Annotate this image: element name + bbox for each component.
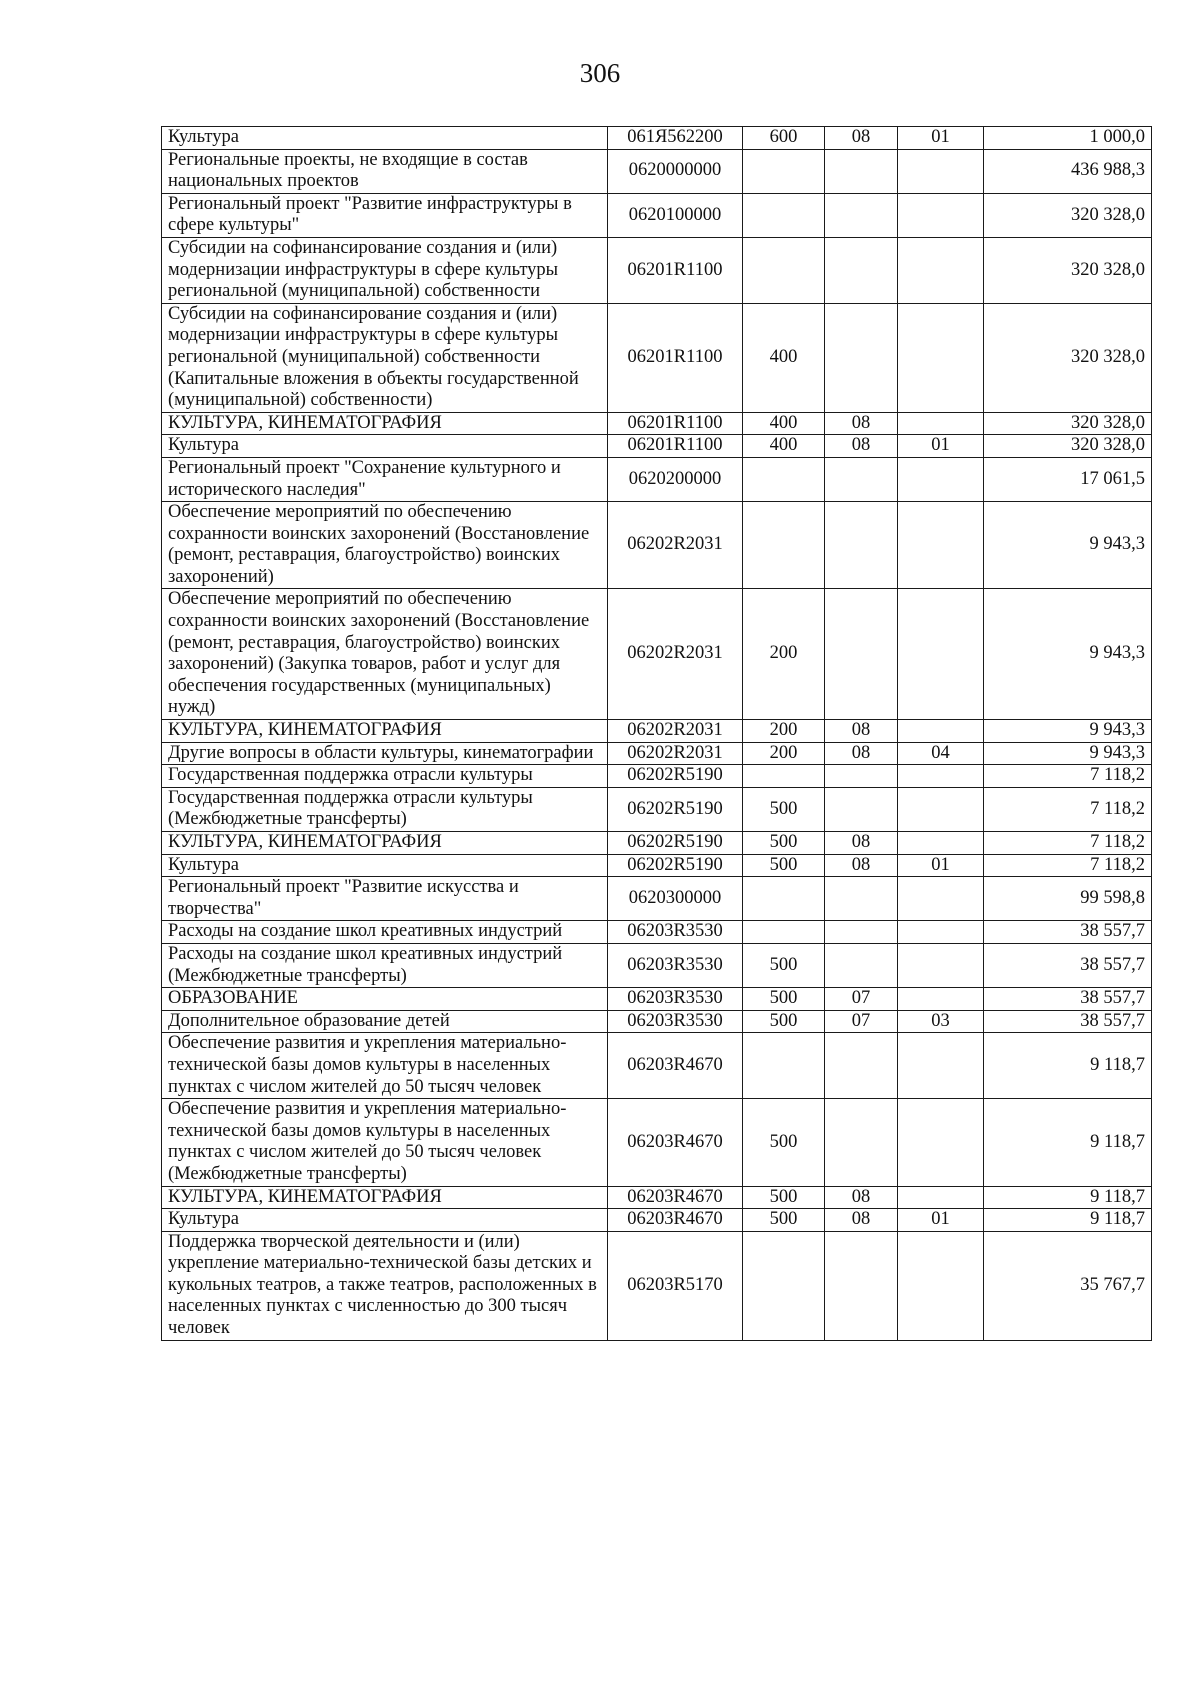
cell-subsection: 01 — [898, 854, 984, 877]
cell-subsection — [898, 921, 984, 944]
cell-item-name: Культура — [162, 854, 608, 877]
table-row — [162, 877, 1152, 921]
table-row — [162, 412, 1152, 435]
cell-expense-type: 500 — [743, 787, 825, 831]
cell-subsection — [898, 1231, 984, 1340]
cell-target-code: 06202R5190 — [608, 832, 743, 855]
table-row — [162, 943, 1152, 987]
cell-amount: 320 328,0 — [984, 303, 1152, 412]
cell-expense-type: 500 — [743, 943, 825, 987]
cell-expense-type: 400 — [743, 412, 825, 435]
cell-amount: 7 118,2 — [984, 832, 1152, 855]
budget-table — [161, 126, 1152, 1341]
cell-amount: 9 943,3 — [984, 502, 1152, 589]
table-row — [162, 1033, 1152, 1099]
cell-expense-type — [743, 502, 825, 589]
cell-item-name: Региональные проекты, не входящие в состав национальных проектов — [162, 149, 608, 193]
cell-subsection — [898, 1186, 984, 1209]
table-row — [162, 921, 1152, 944]
cell-target-code: 06203R3530 — [608, 943, 743, 987]
cell-expense-type: 200 — [743, 742, 825, 765]
cell-subsection — [898, 943, 984, 987]
cell-subsection: 01 — [898, 1209, 984, 1232]
cell-amount: 1 000,0 — [984, 127, 1152, 150]
cell-subsection: 03 — [898, 1010, 984, 1033]
cell-amount: 17 061,5 — [984, 457, 1152, 501]
cell-item-name: Обеспечение развития и укрепления материально-технической базы домов культуры в населенных пунктах с числом жителей до 50 тысяч человек (Межбюджетные трансферты) — [162, 1099, 608, 1186]
cell-section — [825, 921, 898, 944]
cell-section — [825, 877, 898, 921]
cell-section — [825, 457, 898, 501]
cell-target-code: 06201R1100 — [608, 412, 743, 435]
cell-item-name: Культура — [162, 127, 608, 150]
cell-expense-type: 400 — [743, 303, 825, 412]
cell-item-name: КУЛЬТУРА, КИНЕМАТОГРАФИЯ — [162, 832, 608, 855]
cell-amount: 320 328,0 — [984, 237, 1152, 303]
cell-subsection — [898, 877, 984, 921]
cell-item-name: КУЛЬТУРА, КИНЕМАТОГРАФИЯ — [162, 720, 608, 743]
cell-amount: 38 557,7 — [984, 1010, 1152, 1033]
cell-subsection — [898, 1099, 984, 1186]
cell-target-code: 0620300000 — [608, 877, 743, 921]
cell-subsection — [898, 412, 984, 435]
cell-amount: 38 557,7 — [984, 943, 1152, 987]
cell-target-code: 06201R1100 — [608, 237, 743, 303]
cell-item-name: Обеспечение мероприятий по обеспечению сохранности воинских захоронений (Восстановление (ремонт, реставрация, благоустройство) воинских захоронений) — [162, 502, 608, 589]
cell-amount: 320 328,0 — [984, 193, 1152, 237]
cell-section — [825, 1099, 898, 1186]
table-row — [162, 988, 1152, 1011]
cell-section — [825, 943, 898, 987]
cell-target-code: 06202R2031 — [608, 742, 743, 765]
cell-amount: 9 118,7 — [984, 1099, 1152, 1186]
cell-expense-type — [743, 1231, 825, 1340]
cell-expense-type — [743, 921, 825, 944]
table-row — [162, 720, 1152, 743]
cell-amount: 38 557,7 — [984, 988, 1152, 1011]
cell-amount: 38 557,7 — [984, 921, 1152, 944]
cell-amount: 9 943,3 — [984, 589, 1152, 720]
cell-subsection — [898, 787, 984, 831]
cell-target-code: 06203R5170 — [608, 1231, 743, 1340]
table-row — [162, 1099, 1152, 1186]
table-row — [162, 193, 1152, 237]
page-number: 306 — [579, 58, 621, 88]
cell-expense-type — [743, 877, 825, 921]
cell-item-name: Субсидии на софинансирование создания и (или) модернизации инфраструктуры в сфере культуры региональной (муниципальной) собственности (Капитальные вложения в объекты государственной (муниципальной) собственности) — [162, 303, 608, 412]
cell-target-code: 0620000000 — [608, 149, 743, 193]
cell-expense-type — [743, 237, 825, 303]
cell-target-code: 06202R5190 — [608, 854, 743, 877]
cell-subsection — [898, 237, 984, 303]
cell-subsection — [898, 765, 984, 788]
cell-target-code: 06203R4670 — [608, 1099, 743, 1186]
cell-target-code: 06203R4670 — [608, 1186, 743, 1209]
cell-item-name: Региональный проект "Развитие искусства и творчества" — [162, 877, 608, 921]
cell-section: 08 — [825, 854, 898, 877]
table-row — [162, 832, 1152, 855]
budget-table-body — [162, 127, 1152, 1341]
table-row — [162, 457, 1152, 501]
cell-item-name: Региональный проект "Сохранение культурного и исторического наследия" — [162, 457, 608, 501]
cell-expense-type — [743, 1033, 825, 1099]
cell-item-name: Поддержка творческой деятельности и (или) укрепление материально-технической базы детских и кукольных театров, а также театров, расположенных в населенных пунктах с численностью до 300 тысяч человек — [162, 1231, 608, 1340]
cell-amount: 9 118,7 — [984, 1186, 1152, 1209]
table-row — [162, 1186, 1152, 1209]
cell-section: 08 — [825, 832, 898, 855]
cell-item-name: Дополнительное образование детей — [162, 1010, 608, 1033]
cell-amount: 35 767,7 — [984, 1231, 1152, 1340]
cell-expense-type: 200 — [743, 720, 825, 743]
cell-amount: 436 988,3 — [984, 149, 1152, 193]
table-row — [162, 742, 1152, 765]
cell-section — [825, 589, 898, 720]
cell-target-code: 06202R2031 — [608, 589, 743, 720]
cell-section — [825, 237, 898, 303]
cell-subsection — [898, 589, 984, 720]
cell-section: 08 — [825, 435, 898, 458]
cell-expense-type: 500 — [743, 988, 825, 1011]
table-row — [162, 303, 1152, 412]
cell-target-code: 06203R4670 — [608, 1209, 743, 1232]
cell-expense-type — [743, 457, 825, 501]
cell-section: 08 — [825, 1209, 898, 1232]
cell-expense-type: 500 — [743, 854, 825, 877]
cell-target-code: 06202R5190 — [608, 765, 743, 788]
cell-section: 08 — [825, 1186, 898, 1209]
table-row — [162, 127, 1152, 150]
cell-amount: 99 598,8 — [984, 877, 1152, 921]
cell-item-name: КУЛЬТУРА, КИНЕМАТОГРАФИЯ — [162, 1186, 608, 1209]
cell-section: 07 — [825, 1010, 898, 1033]
cell-expense-type — [743, 193, 825, 237]
cell-section — [825, 502, 898, 589]
cell-section: 08 — [825, 412, 898, 435]
cell-target-code: 061Я562200 — [608, 127, 743, 150]
cell-item-name: Региональный проект "Развитие инфраструктуры в сфере культуры" — [162, 193, 608, 237]
cell-amount: 9 943,3 — [984, 720, 1152, 743]
cell-item-name: ОБРАЗОВАНИЕ — [162, 988, 608, 1011]
cell-expense-type: 500 — [743, 1186, 825, 1209]
cell-amount: 9 118,7 — [984, 1209, 1152, 1232]
cell-amount: 320 328,0 — [984, 412, 1152, 435]
cell-item-name: КУЛЬТУРА, КИНЕМАТОГРАФИЯ — [162, 412, 608, 435]
table-row — [162, 1231, 1152, 1340]
cell-section — [825, 149, 898, 193]
cell-item-name: Государственная поддержка отрасли культуры (Межбюджетные трансферты) — [162, 787, 608, 831]
table-row — [162, 435, 1152, 458]
cell-item-name: Другие вопросы в области культуры, кинематографии — [162, 742, 608, 765]
cell-section: 07 — [825, 988, 898, 1011]
cell-item-name: Обеспечение мероприятий по обеспечению сохранности воинских захоронений (Восстановление (ремонт, реставрация, благоустройство) воинских захоронений) (Закупка товаров, работ и услуг для обеспечения государственных (муниципальных) нужд) — [162, 589, 608, 720]
cell-target-code: 06201R1100 — [608, 303, 743, 412]
cell-item-name: Расходы на создание школ креативных индустрий — [162, 921, 608, 944]
cell-target-code: 06203R3530 — [608, 1010, 743, 1033]
cell-expense-type: 500 — [743, 1099, 825, 1186]
table-row — [162, 149, 1152, 193]
cell-section — [825, 765, 898, 788]
cell-section — [825, 1033, 898, 1099]
cell-amount: 320 328,0 — [984, 435, 1152, 458]
cell-subsection — [898, 502, 984, 589]
table-row — [162, 502, 1152, 589]
cell-section — [825, 303, 898, 412]
table-row — [162, 589, 1152, 720]
cell-expense-type: 400 — [743, 435, 825, 458]
cell-expense-type: 500 — [743, 832, 825, 855]
cell-expense-type: 200 — [743, 589, 825, 720]
cell-amount: 7 118,2 — [984, 787, 1152, 831]
cell-expense-type — [743, 149, 825, 193]
cell-item-name: Обеспечение развития и укрепления материально-технической базы домов культуры в населенных пунктах с числом жителей до 50 тысяч человек — [162, 1033, 608, 1099]
cell-subsection — [898, 303, 984, 412]
cell-expense-type — [743, 765, 825, 788]
cell-amount: 7 118,2 — [984, 765, 1152, 788]
cell-item-name: Государственная поддержка отрасли культуры — [162, 765, 608, 788]
cell-section — [825, 193, 898, 237]
cell-subsection: 04 — [898, 742, 984, 765]
cell-item-name: Культура — [162, 435, 608, 458]
cell-section: 08 — [825, 742, 898, 765]
table-row — [162, 1209, 1152, 1232]
cell-amount: 9 943,3 — [984, 742, 1152, 765]
cell-subsection — [898, 457, 984, 501]
cell-target-code: 06202R2031 — [608, 720, 743, 743]
cell-section — [825, 787, 898, 831]
table-row — [162, 237, 1152, 303]
table-row — [162, 854, 1152, 877]
cell-target-code: 06202R5190 — [608, 787, 743, 831]
cell-item-name: Субсидии на софинансирование создания и (или) модернизации инфраструктуры в сфере культуры региональной (муниципальной) собственности — [162, 237, 608, 303]
cell-item-name: Культура — [162, 1209, 608, 1232]
cell-section — [825, 1231, 898, 1340]
cell-target-code: 06203R3530 — [608, 921, 743, 944]
cell-target-code: 06203R4670 — [608, 1033, 743, 1099]
cell-subsection: 01 — [898, 435, 984, 458]
cell-item-name: Расходы на создание школ креативных индустрий (Межбюджетные трансферты) — [162, 943, 608, 987]
cell-subsection: 01 — [898, 127, 984, 150]
cell-subsection — [898, 988, 984, 1011]
cell-amount: 7 118,2 — [984, 854, 1152, 877]
cell-subsection — [898, 149, 984, 193]
cell-target-code: 0620100000 — [608, 193, 743, 237]
table-row — [162, 787, 1152, 831]
table-row — [162, 1010, 1152, 1033]
cell-subsection — [898, 1033, 984, 1099]
cell-target-code: 06202R2031 — [608, 502, 743, 589]
cell-expense-type: 500 — [743, 1209, 825, 1232]
cell-subsection — [898, 720, 984, 743]
cell-target-code: 06203R3530 — [608, 988, 743, 1011]
cell-subsection — [898, 832, 984, 855]
cell-target-code: 06201R1100 — [608, 435, 743, 458]
cell-amount: 9 118,7 — [984, 1033, 1152, 1099]
cell-expense-type: 500 — [743, 1010, 825, 1033]
cell-section: 08 — [825, 720, 898, 743]
cell-target-code: 0620200000 — [608, 457, 743, 501]
table-row — [162, 765, 1152, 788]
cell-section: 08 — [825, 127, 898, 150]
cell-expense-type: 600 — [743, 127, 825, 150]
cell-subsection — [898, 193, 984, 237]
